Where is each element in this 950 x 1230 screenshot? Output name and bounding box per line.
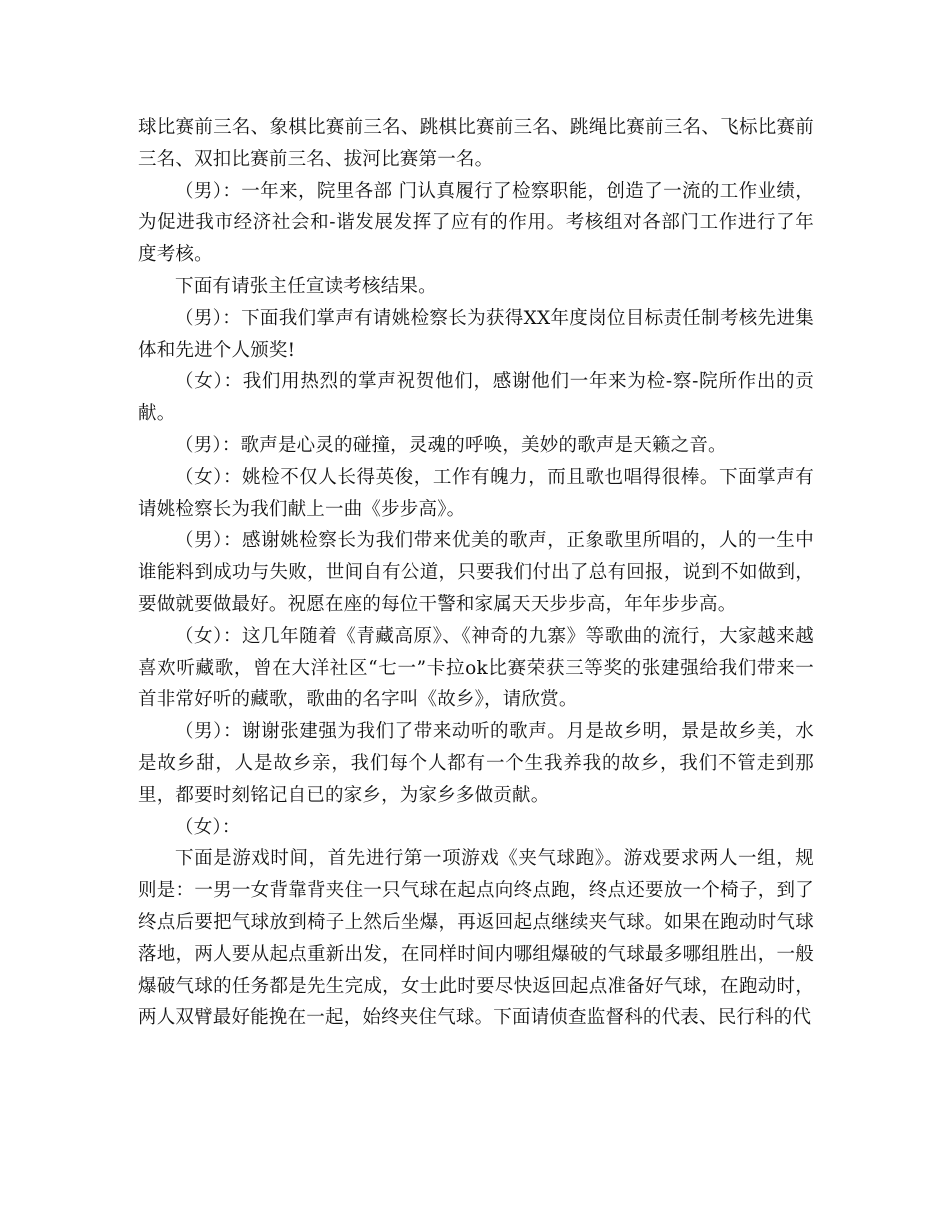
paragraph-6: （男）：歌声是心灵的碰撞，灵魂的呼唤，美妙的歌声是天籁之音。: [175, 434, 727, 456]
paragraph-9: （女）：这几年随着《青藏高原》、《神奇的九寨》等歌曲的流行，大家越来越喜欢听藏歌，曾在大洋社区“七一”卡拉ok比赛荣获三等奖的张建强给我们带来一首非常好听的藏歌，歌曲的名字叫《故乡》，请欣赏。: [138, 625, 814, 711]
paragraph-2: （男）：一年来，院里各部 门认真履行了检察职能，创造了一流的工作业绩，为促进我市经济社会和-谐发展发挥了应有的作用。考核组对各部门工作进行了年度考核。: [138, 180, 814, 266]
paragraph-10: （男）：谢谢张建强为我们了带来动听的歌声。月是故乡明，景是故乡美，水是故乡甜，人是故乡亲，我们每个人都有一个生我养我的故乡，我们不管走到那里，都要时刻铭记自已的家乡，为家乡多做贡献。: [138, 721, 814, 806]
paragraph-3: 下面有请张主任宣读考核结果。: [175, 275, 437, 297]
paragraph-8: （男）：感谢姚检察长为我们带来优美的歌声，正象歌里所唱的，人的一生中谁能料到成功与失败，世间自有公道，只要我们付出了总有回报，说到不如做到，要做就要做最好。祝愿在座的每位干警和家属天天步步高，年年步步高。: [138, 530, 814, 615]
paragraph-7: （女）：姚检不仅人长得英俊，工作有魄力，而且歌也唱得很棒。下面掌声有请姚检察长为我们献上一曲《步步高》。: [138, 466, 814, 520]
paragraph-11: （女）：: [175, 816, 241, 838]
paragraph-1: 球比赛前三名、象棋比赛前三名、跳棋比赛前三名、跳绳比赛前三名、飞标比赛前三名、双扣比赛前三名、拔河比赛第一名。: [138, 117, 814, 170]
paragraph-4: （男）：下面我们掌声有请姚检察长为获得XX年度岗位目标责任制考核先进集体和先进个人颁奖!: [138, 307, 814, 361]
document-body: [138, 112, 814, 1034]
paragraph-5: （女）：我们用热烈的掌声祝贺他们，感谢他们一年来为检-察-院所作出的贡献。: [138, 371, 814, 425]
paragraph-12: 下面是游戏时间，首先进行第一项游戏《夹气球跑》。游戏要求两人一组，规则是：一男一女背靠背夹住一只气球在起点向终点跑，终点还要放一个椅子，到了终点后要把气球放到椅子上然后坐爆，再返回起点继续夹气球。如果在跑动时气球落地，两人要从起点重新出发，在同样时间内哪组爆破的气球最多哪组胜出，一般爆破气球的任务都是先生完成，女士此时要尽快返回起点准备好气球，在跑动时，两人双臂最好能挽在一起，始终夹住气球。下面请侦查监督科的代表、民行科的代: [138, 848, 814, 1029]
